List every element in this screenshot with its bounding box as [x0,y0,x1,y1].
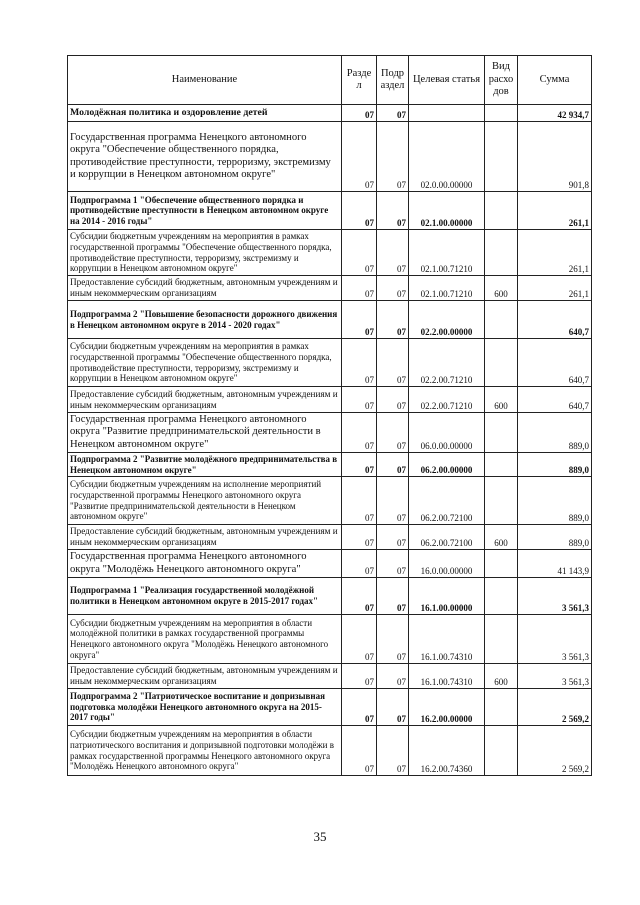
table-row [68,301,592,339]
row-summa: 640,7 [518,301,592,339]
row-name: Подпрограмма 2 "Повышение безопасности дорожного движения в Ненецком автономном округе в 2014 - 2020 годах" [68,301,342,339]
row-summa: 2 569,2 [518,689,592,726]
row-razdel: 07 [342,664,377,689]
row-summa: 889,0 [518,477,592,525]
row-summa: 640,7 [518,339,592,387]
row-podrazdel: 07 [377,689,409,726]
row-razdel: 07 [342,726,377,776]
row-vid [485,578,518,615]
row-vid [485,726,518,776]
table-row [68,387,592,413]
row-summa: 42 934,7 [518,105,592,122]
row-vid [485,550,518,578]
row-name: Предоставление субсидий бюджетным, автономным учреждениям и иным некоммерческим организациям [68,276,342,301]
row-celevaya: 16.0.00.00000 [409,550,485,578]
row-celevaya: 16.2.00.00000 [409,689,485,726]
row-summa: 261,1 [518,230,592,276]
table-row [68,525,592,550]
row-name: Молодёжная политика и оздоровление детей [68,105,342,122]
row-summa: 889,0 [518,413,592,453]
table-header-row [68,56,592,105]
row-vid [485,339,518,387]
row-celevaya: 02.0.00.00000 [409,122,485,192]
row-razdel: 07 [342,578,377,615]
row-name: Предоставление субсидий бюджетным, автономным учреждениям и иным некоммерческим организациям [68,525,342,550]
header-vid: Вид расхо дов [485,56,518,105]
row-vid [485,230,518,276]
row-name: Подпрограмма 1 "Реализация государственной молодёжной политики в Ненецком автономном округе в 2015-2017 годах" [68,578,342,615]
table-row [68,192,592,230]
row-vid: 600 [485,525,518,550]
table-row [68,413,592,453]
row-podrazdel: 07 [377,615,409,664]
row-name: Субсидии бюджетным учреждениям на мероприятия в рамках государственной программы "Обеспечение общественного порядка, противодействие преступности, терроризму, экстремизму и коррупции в Ненецком автономном округе" [68,230,342,276]
row-celevaya: 16.1.00.74310 [409,615,485,664]
row-name: Субсидии бюджетным учреждениям на мероприятия в рамках государственной программы "Обеспечение общественного порядка, противодействие преступности, терроризму, экстремизму и коррупции в Ненецком автономном округе" [68,339,342,387]
row-razdel: 07 [342,525,377,550]
row-podrazdel: 07 [377,477,409,525]
row-celevaya: 06.0.00.00000 [409,413,485,453]
row-podrazdel: 07 [377,230,409,276]
row-podrazdel: 07 [377,301,409,339]
row-celevaya: 16.1.00.74310 [409,664,485,689]
row-razdel: 07 [342,453,377,477]
table-row [68,726,592,776]
row-summa: 3 561,3 [518,615,592,664]
table-row [68,122,592,192]
row-summa: 261,1 [518,192,592,230]
row-podrazdel: 07 [377,550,409,578]
row-razdel: 07 [342,105,377,122]
row-razdel: 07 [342,276,377,301]
table-row [68,477,592,525]
header-podrazdel: Подр аздел [377,56,409,105]
header-name: Наименование [68,56,342,105]
row-name: Государственная программа Ненецкого автономного округа "Обеспечение общественного порядка, противодействие преступности, терроризму, экстремизму и коррупции в Ненецком автономном округе" [68,122,342,192]
row-vid: 600 [485,276,518,301]
row-razdel: 07 [342,615,377,664]
row-podrazdel: 07 [377,122,409,192]
row-name: Субсидии бюджетным учреждениям на мероприятия в области молодёжной политики в рамках государственной программы Ненецкого автономного округа "Молодёжь Ненецкого автономного округа" [68,615,342,664]
row-name: Государственная программа Ненецкого автономного округа "Молодёжь Ненецкого автономного округа" [68,550,342,578]
table-row [68,615,592,664]
row-summa: 3 561,3 [518,578,592,615]
table-row [68,550,592,578]
row-name: Предоставление субсидий бюджетным, автономным учреждениям и иным некоммерческим организациям [68,664,342,689]
row-name: Субсидии бюджетным учреждениям на исполнение мероприятий государственной программы Ненецкого автономного округа "Развитие предпринимательской деятельности в Ненецком автономном округе" [68,477,342,525]
row-razdel: 07 [342,122,377,192]
row-celevaya: 16.2.00.74360 [409,726,485,776]
row-name: Предоставление субсидий бюджетным, автономным учреждениям и иным некоммерческим организациям [68,387,342,413]
row-vid [485,453,518,477]
row-vid [485,122,518,192]
row-podrazdel: 07 [377,387,409,413]
row-celevaya: 02.2.00.71210 [409,387,485,413]
row-podrazdel: 07 [377,413,409,453]
row-vid: 600 [485,387,518,413]
row-vid: 600 [485,664,518,689]
table-row [68,105,592,122]
row-summa: 41 143,9 [518,550,592,578]
row-name: Субсидии бюджетным учреждениям на мероприятия в области патриотического воспитания и допризывной подготовки молодёжи в рамках государственной программы Ненецкого автономного округа "Молодёжь Ненецкого автономного округа" [68,726,342,776]
row-razdel: 07 [342,387,377,413]
table-row [68,664,592,689]
row-name: Подпрограмма 1 "Обеспечение общественного порядка и противодействие преступности в Ненецком автономном округе на 2014 - 2016 годы" [68,192,342,230]
row-summa: 640,7 [518,387,592,413]
table-row [68,276,592,301]
row-podrazdel: 07 [377,276,409,301]
row-podrazdel: 07 [377,192,409,230]
row-podrazdel: 07 [377,525,409,550]
row-name: Подпрограмма 2 "Развитие молодёжного предпринимательства в Ненецком автономном округе" [68,453,342,477]
row-razdel: 07 [342,339,377,387]
page-number: 35 [313,829,327,844]
row-summa: 889,0 [518,453,592,477]
table-row [68,689,592,726]
row-celevaya: 16.1.00.00000 [409,578,485,615]
row-vid [485,301,518,339]
row-celevaya: 02.1.00.71210 [409,230,485,276]
row-celevaya: 06.2.00.00000 [409,453,485,477]
row-vid [485,105,518,122]
row-razdel: 07 [342,192,377,230]
table-row [68,230,592,276]
row-celevaya: 02.1.00.71210 [409,276,485,301]
row-name: Подпрограмма 2 "Патриотическое воспитание и допризывная подготовка молодёжи Ненецкого автономного округа на 2015-2017 годы" [68,689,342,726]
row-razdel: 07 [342,230,377,276]
table-row [68,578,592,615]
row-vid [485,192,518,230]
row-razdel: 07 [342,301,377,339]
row-vid [485,615,518,664]
row-razdel: 07 [342,477,377,525]
row-podrazdel: 07 [377,105,409,122]
row-podrazdel: 07 [377,453,409,477]
table-row [68,339,592,387]
row-razdel: 07 [342,689,377,726]
row-podrazdel: 07 [377,664,409,689]
row-celevaya [409,105,485,122]
header-celevaya: Целевая статья [409,56,485,105]
row-podrazdel: 07 [377,578,409,615]
row-summa: 261,1 [518,276,592,301]
row-name: Государственная программа Ненецкого автономного округа "Развитие предпринимательской деятельности в Ненецком автономном округе" [68,413,342,453]
row-celevaya: 06.2.00.72100 [409,525,485,550]
row-vid [485,413,518,453]
row-razdel: 07 [342,550,377,578]
row-podrazdel: 07 [377,726,409,776]
row-razdel: 07 [342,413,377,453]
table-row [68,453,592,477]
row-celevaya: 02.2.00.71210 [409,339,485,387]
row-summa: 2 569,2 [518,726,592,776]
row-celevaya: 02.1.00.00000 [409,192,485,230]
row-podrazdel: 07 [377,339,409,387]
budget-table [67,55,592,776]
row-summa: 889,0 [518,525,592,550]
header-summa: Сумма [518,56,592,105]
row-summa: 901,8 [518,122,592,192]
row-summa: 3 561,3 [518,664,592,689]
header-razdel: Разде л [342,56,377,105]
row-vid [485,689,518,726]
table-body [68,105,592,776]
row-celevaya: 02.2.00.00000 [409,301,485,339]
row-celevaya: 06.2.00.72100 [409,477,485,525]
row-vid [485,477,518,525]
